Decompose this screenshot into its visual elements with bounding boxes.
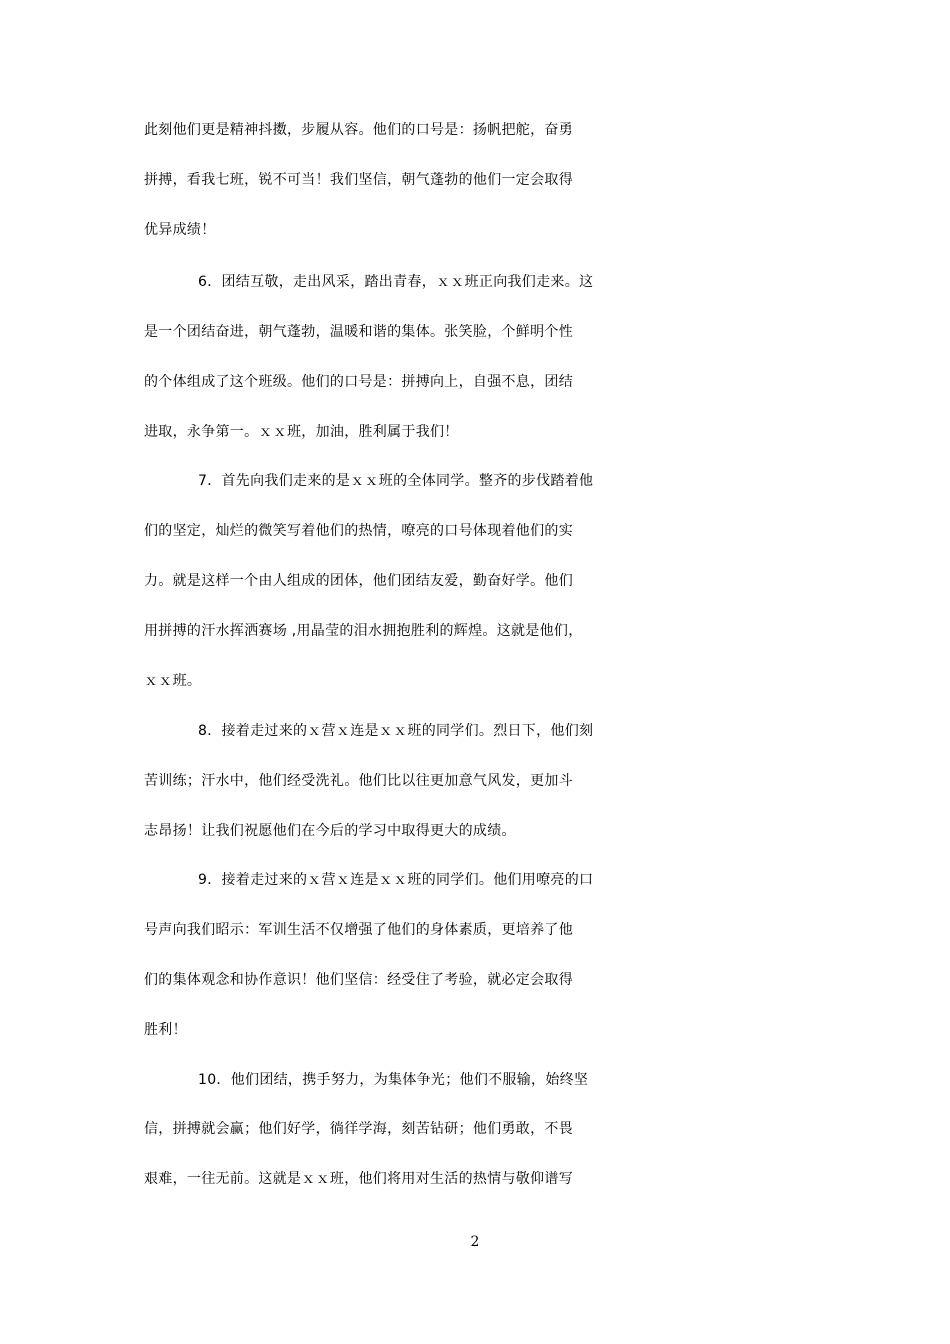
paragraph-7-first-line: 7．首先向我们走来的是ｘｘ班的全体同学。整齐的步伐踏着他 [198,473,594,489]
paragraph-10-first-line: 10．他们团结，携手努力，为集体争光；他们不服输，始终坚 [198,1072,589,1088]
text-line: ｘｘ班。 [144,673,202,689]
paragraph-6-first-line: 6．团结互敬，走出风采，踏出青春，ｘｘ班正向我们走来。这 [198,274,594,290]
text-line: 是一个团结奋进，朝气蓬勃，温暖和谐的集体。张笑脸，个鲜明个性 [144,324,573,340]
page-number: 2 [470,1234,480,1250]
text-line: 志昂扬！让我们祝愿他们在今后的学习中取得更大的成绩。 [144,823,516,839]
text-line: 用拼搏的汗水挥洒赛场 ,用晶莹的泪水拥抱胜利的辉煌。这就是他们， [144,623,583,639]
text-line: 们的坚定，灿烂的微笑写着他们的热情，嘹亮的口号体现着他们的实 [144,523,573,539]
text-line: 信，拼搏就会赢；他们好学，徜徉学海，刻苦钻研；他们勇敢，不畏 [144,1121,573,1137]
text-line: 此刻他们更是精神抖擞，步履从容。他们的口号是：扬帆把舵，奋勇 [144,122,573,138]
text-line: 的个体组成了这个班级。他们的口号是：拼搏向上，自强不息，团结 [144,374,573,390]
text-line: 拼搏，看我七班，锐不可当！我们坚信，朝气蓬勃的他们一定会取得 [144,172,573,188]
paragraph-8-first-line: 8．接着走过来的ｘ营ｘ连是ｘｘ班的同学们。烈日下，他们刻 [198,723,594,739]
text-line: 号声向我们昭示：军训生活不仅增强了他们的身体素质，更培养了他 [144,922,573,938]
text-line: 力。就是这样一个由人组成的团体，他们团结友爱，勤奋好学。他们 [144,573,573,589]
paragraph-9-first-line: 9．接着走过来的ｘ营ｘ连是ｘｘ班的同学们。他们用嘹亮的口 [198,872,594,888]
text-line: 进取，永争第一。ｘｘ班，加油，胜利属于我们！ [144,424,459,440]
text-line: 苦训练；汗水中，他们经受洗礼。他们比以往更加意气风发，更加斗 [144,773,573,789]
text-line: 优异成绩！ [144,222,216,238]
text-line: 胜利！ [144,1022,187,1038]
text-line: 们的集体观念和协作意识！他们坚信：经受住了考验，就必定会取得 [144,972,573,988]
text-line: 艰难，一往无前。这就是ｘｘ班，他们将用对生活的热情与敬仰谱写 [144,1171,573,1187]
